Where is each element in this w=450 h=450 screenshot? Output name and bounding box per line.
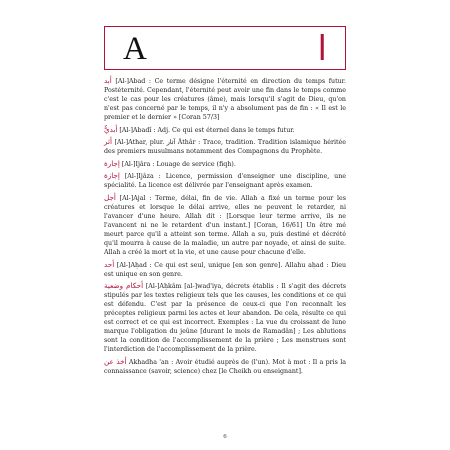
entry-abadi bbox=[104, 125, 346, 135]
entry-arabic-term: إجارة bbox=[104, 158, 120, 168]
entry-arabic-term: أبد bbox=[104, 76, 112, 85]
entry-ahkam bbox=[104, 281, 346, 354]
entry-text: [Al-]Ijâra : Louage de service (fiqh). bbox=[119, 160, 236, 168]
entry-athar bbox=[104, 137, 346, 156]
entry-text: [Al-]Aḥkâm [al-]waḍ'iya, décrets établis : Il s'agit des décrets stipulés par les textes religieux tels que les causes, les conditions et ce qui est défendu. C'est par la présence de ceux-ci que l'on reconnaît les préceptes religieux parmi les actes et leur abandon. De cela, résulte ce qui est correct et ce qui est incorrect. Exemples : La vue du croissant de lune marque l'obligation du jeûne [durant le mois de Ramadân] ; Les ablutions sont la condition de l'accomplissement de la prière ; Les menstrues sont l'interdiction de l'accomplissement de la prière. bbox=[104, 283, 346, 354]
entry-arabic-term: أبديٌّ bbox=[104, 124, 118, 134]
entry-text: [Al-]Athar, plur. آثار Âthâr : Trace, tradition. Tradition islamique héritée des premiers musulmans notamment des Compagnons du Prophète. bbox=[104, 139, 346, 156]
entry-ajal bbox=[104, 193, 346, 257]
entry-arabic-term: أحكام وضعية bbox=[104, 281, 144, 291]
letter-header-box bbox=[104, 26, 346, 70]
entry-text: [Al-]Abadî : Adj. Ce qui est éternel dans le temps futur. bbox=[117, 126, 295, 134]
entry-arabic-term: أحد bbox=[104, 259, 115, 269]
entry-ijaza bbox=[104, 171, 346, 190]
entry-abad bbox=[104, 76, 346, 122]
entry-akhadha bbox=[104, 357, 346, 376]
entry-text: [Al-]Aḥad : Ce qui est seul, unique [en son genre]. Allahu aḥad : Dieu est unique en son genre. bbox=[104, 261, 346, 278]
entry-arabic-term: أجل bbox=[104, 192, 116, 202]
entry-arabic-term: أثر bbox=[104, 137, 112, 147]
entry-ijara bbox=[104, 159, 346, 169]
header-letter-latin: A bbox=[123, 31, 147, 67]
entry-arabic-term: إجازة bbox=[104, 171, 120, 181]
entries-list bbox=[104, 76, 346, 378]
entry-text: Akhadha 'an : Avoir étudié auprès de (l'un). Mot à mot : Il a pris la connaissance (savoir, science) chez [le Cheikh ou enseignant]. bbox=[104, 358, 346, 375]
entry-text: [Al-]Ajal : Terme, délai, fin de vie. Allah a fixé un terme pour les créatures et lorsque le délai arrive, elles ne peuvent le retarder, ni l'avancer d'une heure. Allah dit : [Lorsque leur terme arrive, ils ne l'avancent ni ne le retardent d'un instant.] [Coran, 16/61] Un être mé meurt parce qu'il a atteint son terme. Allah a su, puis destiné et décrété qu'il mourra à cause de la maladie, un autre par noyade, et ainsi de suite. Allah a créé la mort et la vie, et une cause pour chacune d'elle. bbox=[104, 194, 346, 256]
entry-ahad bbox=[104, 260, 346, 279]
entry-text: [Al-]Ijâza : Licence, permission d'enseigner une discipline, une spécialité. La licence est délivrée par l'enseignant après examen. bbox=[104, 173, 346, 190]
entry-text: [Al-]Abad : Ce terme désigne l'éternité en direction du temps futur. Postéternité. Cependant, l'éternité peut avoir une fin dans le temps comme c'est le cas pour les créatures (âme), mais lorsqu'il s'agit de Dieu, qu'on n'est pas concerné par le temps, il n'y a absolument pas de fin : « Il est le premier et le dernier » [Coran 57/3] bbox=[104, 78, 346, 121]
header-letter-arabic: ا bbox=[317, 29, 327, 69]
entry-arabic-term: أخذ عن bbox=[104, 356, 127, 366]
page-number: 6 bbox=[223, 434, 227, 440]
